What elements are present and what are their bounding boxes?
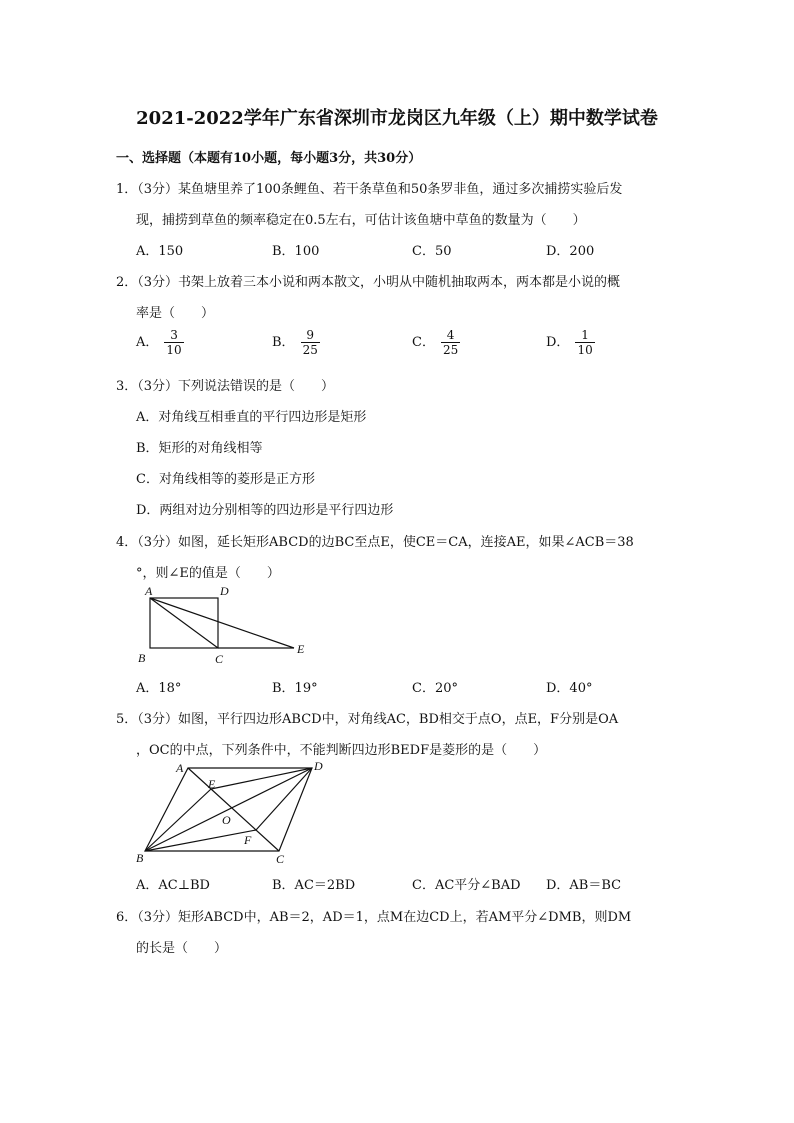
q1-line2: 现，捕捞到草鱼的频率稳定在0.5左右，可估计该鱼塘中草鱼的数量为（ ） <box>136 213 586 228</box>
q3-option-a: A．对角线互相垂直的平行四边形是矩形 <box>136 410 367 425</box>
q5-option-b: B．AC＝2BD <box>272 878 356 893</box>
label-e: E <box>297 642 305 656</box>
q4-line2: °，则∠E的值是（ ） <box>136 566 280 581</box>
q2-option-a-fraction <box>164 328 183 357</box>
segment-be <box>145 789 211 851</box>
q4-option-d: D．40° <box>546 681 593 696</box>
q1-line1: 1．（3分）某鱼塘里养了100条鲤鱼、若干条草鱼和50条罗非鱼，通过多次捕捞实验后发 <box>116 182 623 197</box>
numerator: 3 <box>164 328 183 343</box>
label-e: E <box>208 777 216 791</box>
q2-option-b-letter: B． <box>272 335 295 350</box>
label-o: O <box>222 813 231 827</box>
q5-option-c: C．AC平分∠BAD <box>412 878 521 893</box>
label-d: D <box>220 584 229 598</box>
q1-option-d: D．200 <box>546 244 595 259</box>
q2-option-c <box>412 328 460 357</box>
page-title: 2021-2022学年广东省深圳市龙岗区九年级（上）期中数学试卷 <box>136 108 658 129</box>
diagonal-ac <box>188 768 279 851</box>
q2-option-d <box>546 328 595 357</box>
numerator: 9 <box>301 328 320 343</box>
denominator: 10 <box>166 343 182 357</box>
denominator: 25 <box>442 343 459 357</box>
numerator: 4 <box>441 328 460 343</box>
denominator: 10 <box>577 343 593 357</box>
q6-line2: 的长是（ ） <box>136 941 228 956</box>
q6-line1: 6．（3分）矩形ABCD中，AB＝2，AD＝1，点M在边CD上，若AM平分∠DMB，则DM <box>116 910 632 925</box>
label-d: D <box>314 760 323 773</box>
label-a: A <box>176 761 184 775</box>
q1-option-a: A．150 <box>136 244 184 259</box>
q2-option-d-fraction <box>575 328 594 357</box>
q5-option-a: A．AC⊥BD <box>136 878 210 893</box>
q2-option-a <box>136 328 184 357</box>
q3-line1: 3．（3分）下列说法错误的是（ ） <box>116 379 335 394</box>
q4-option-a: A．18° <box>136 681 182 696</box>
q5-line1: 5．（3分）如图，平行四边形ABCD中，对角线AC，BD相交于点O，点E，F分别是OA <box>116 712 619 727</box>
q2-option-c-fraction <box>441 328 460 357</box>
q5-line2: ，OC的中点，下列条件中，不能判断四边形BEDF是菱形的是（ ） <box>136 743 547 758</box>
label-c: C <box>215 652 224 666</box>
segment-ed <box>211 768 312 789</box>
q5-option-d: D．AB＝BC <box>546 878 622 893</box>
q4-option-c: C．20° <box>412 681 458 696</box>
q3-option-b: B．矩形的对角线相等 <box>136 441 263 456</box>
segment-bf <box>145 830 256 851</box>
segment-ae <box>150 598 294 648</box>
q2-option-b-fraction <box>301 328 320 357</box>
q2-option-d-letter: D． <box>546 335 570 350</box>
section-heading: 一、选择题（本题有10小题，每小题3分，共30分） <box>116 151 422 166</box>
q2-option-a-letter: A． <box>136 335 159 350</box>
q1-option-b: B．100 <box>272 244 320 259</box>
label-f: F <box>244 833 252 847</box>
numerator: 1 <box>575 328 594 343</box>
q4-figure <box>134 582 314 668</box>
segment-ac <box>150 598 218 648</box>
q2-option-b <box>272 328 320 357</box>
q4-option-b: B．19° <box>272 681 318 696</box>
q3-option-d: D．两组对边分别相等的四边形是平行四边形 <box>136 503 394 518</box>
q4-line1: 4．（3分）如图，延长矩形ABCD的边BC至点E，使CE＝CA，连接AE，如果∠ACB＝38 <box>116 535 634 550</box>
diagonal-bd <box>145 768 312 851</box>
q3-option-c: C．对角线相等的菱形是正方形 <box>136 472 315 487</box>
label-b: B <box>136 851 144 865</box>
denominator: 25 <box>302 343 318 357</box>
q1-option-c: C．50 <box>412 244 452 259</box>
label-b: B <box>138 651 146 665</box>
q2-option-c-letter: C． <box>412 335 435 350</box>
q5-figure <box>134 760 334 868</box>
label-a: A <box>145 584 153 598</box>
q2-line2: 率是（ ） <box>136 306 215 321</box>
label-c: C <box>276 852 285 866</box>
q2-line1: 2．（3分）书架上放着三本小说和两本散文，小明从中随机抽取两本，两本都是小说的概 <box>116 275 621 290</box>
